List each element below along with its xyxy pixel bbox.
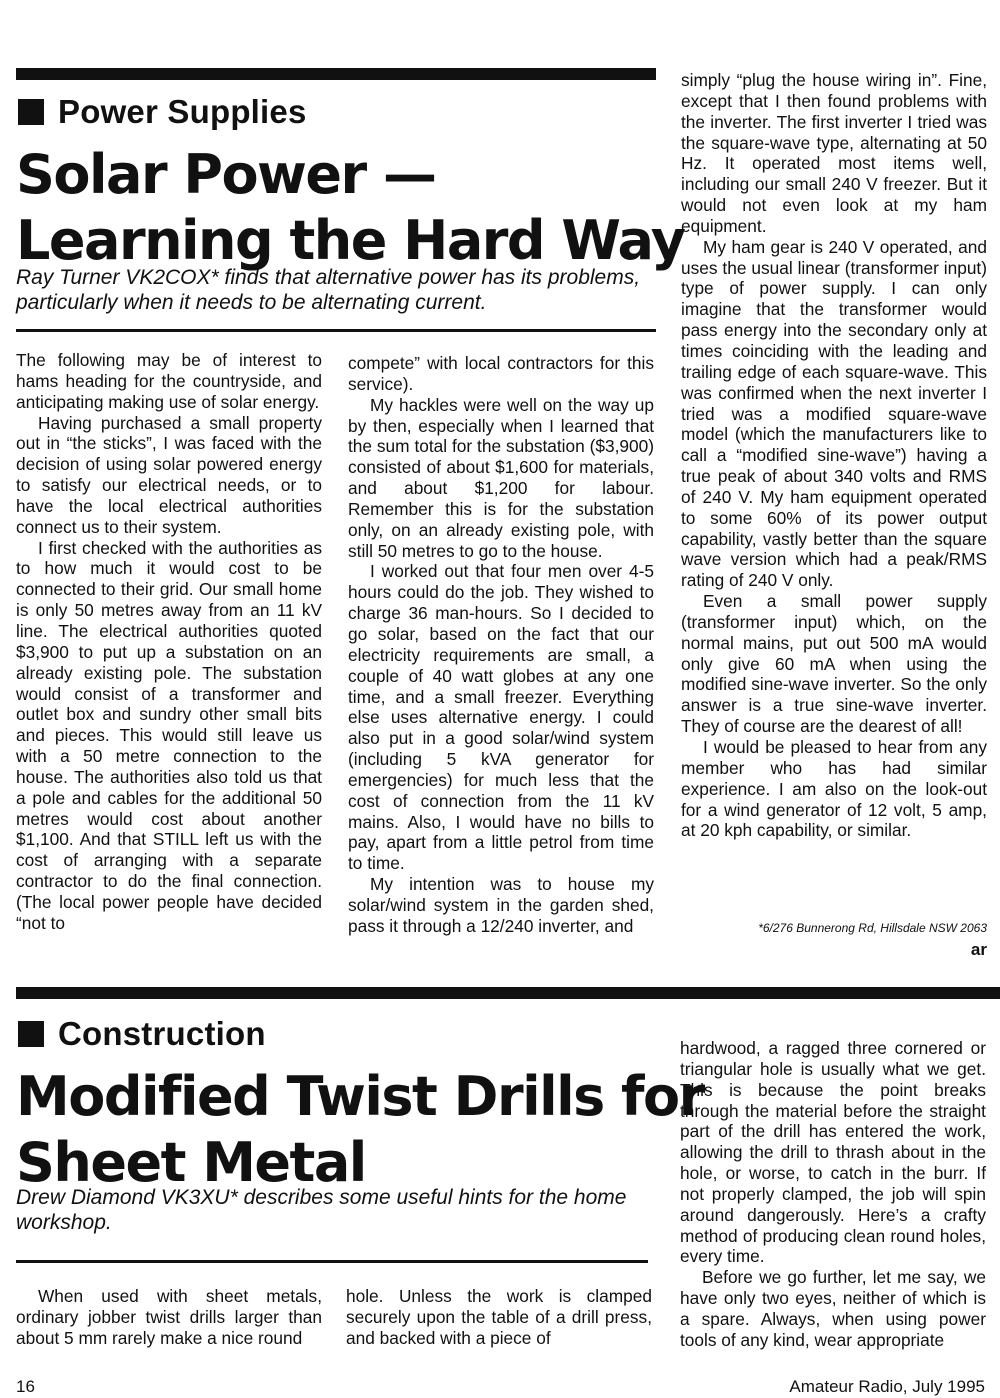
paragraph: Having purchased a small property out in “the sticks”, I was faced with the decision of using solar powered energy to satisfy our electrical needs, or to have the local electrical authorities connect us to their system. [16, 412, 322, 537]
paragraph: When used with sheet metals, ordinary jobber twist drills larger than about 5 mm rarely make a nice round [16, 1286, 322, 1348]
paragraph: compete” with local contractors for this service). [348, 353, 654, 394]
paragraph: I would be pleased to hear from any member who has had similar experience. I am also on the look-out for a wind generator of 12 volt, 5 amp, at 20 kph capability, or similar. [681, 737, 987, 841]
article1-column-1 [16, 350, 322, 934]
middle-rule [16, 987, 1000, 999]
article-title [16, 1064, 704, 1196]
paragraph: Before we go further, let me say, we have only two eyes, neither of which is a spare. Always, when using power tools of any kind, wear appropriate [680, 1267, 986, 1350]
article-title [16, 142, 684, 274]
article2-column-3 [680, 1038, 986, 1351]
paragraph: Even a small power supply (transformer input) which, on the normal mains, put out 500 mA would only give 60 mA when using the modified sine-wave inverter. So the only answer is a true sine-wave inverter. They of course are the dearest of all! [681, 591, 987, 737]
section-heading-construction [18, 1015, 266, 1053]
subtitle-line-2: particularly when it needs to be alternating current. [16, 291, 487, 314]
square-bullet-icon [18, 1021, 44, 1047]
end-mark: ar [970, 940, 987, 959]
paragraph: The following may be of interest to hams heading for the countryside, and anticipating making use of solar energy. [16, 350, 322, 412]
top-rule [16, 68, 656, 80]
article-subtitle [16, 265, 656, 315]
subtitle-line-1: Drew Diamond VK3XU* describes some useful hints for the home [16, 1186, 627, 1209]
subtitle-rule [16, 329, 656, 332]
author-address: *6/276 Bunnerong Rd, Hillsdale NSW 2063 [758, 921, 987, 935]
title-line-1: Modified Twist Drills for [16, 1065, 704, 1128]
article2-column-1 [16, 1286, 322, 1349]
paragraph: My intention was to house my solar/wind system in the garden shed, pass it through a 12/240 inverter, and [348, 874, 654, 936]
publication-line: Amateur Radio, July 1995 [789, 1377, 985, 1396]
title-line-2: Learning the Hard Way [16, 209, 685, 272]
paragraph: simply “plug the house wiring in”. Fine, except that I then found problems with the inverter. The first inverter I tried was the square-wave type, alternating at 50 Hz. It operated most items well, including our small 240 V freezer. But it would not even look at my ham equipment. [681, 70, 987, 236]
article1-column-3 [681, 70, 987, 841]
section-heading-power-supplies [18, 93, 307, 131]
title-line-2: Sheet Metal [16, 1131, 366, 1194]
section-label: Power Supplies [58, 93, 307, 130]
subtitle-line-2: workshop. [16, 1211, 112, 1234]
title-line-1: Solar Power — [16, 143, 436, 206]
paragraph: I first checked with the authorities as to how much it would cost to be connected to their grid. Our small home is only 50 metres away from an 11 kV line. The electrical authorities quoted $3,900 to put up a substation on an already existing pole. The substation would consist of a transformer and outlet box and sundry other small bits and pieces. This would still leave us with a 50 metre connection to the house. The authorities also told us that a pole and cables for the additional 50 metres would cost about another $1,100. And that STILL left us with the cost of arranging with a separate contractor to do the final connection. (The local power people have decided “not to [16, 537, 322, 933]
paragraph: My hackles were well on the way up by then, especially when I learned that the sum total for the substation ($3,900) consisted of about $1,600 for materials, and about $1,200 for labour. Remember this is for the substation only, on an already existing pole, with still 50 metres to go to the house. [348, 394, 654, 561]
article2-column-2 [346, 1286, 652, 1349]
paragraph: My ham gear is 240 V operated, and uses the usual linear (transformer input) type of power supply. I can only imagine that the transformer would pass energy into the secondary only at times coinciding with the leading and trailing edge of each square-wave. This was confirmed when the next inverter I tried was a modified square-wave model (which the manufacturers like to call a “modified sine-wave”) having a true peak of about 340 volts and RMS of 240 V. My ham equipment operated to some 60% of its power output capability, vastly better than the square wave version which had a peak/RMS rating of 240 V only. [681, 236, 987, 591]
paragraph: hole. Unless the work is clamped securely upon the table of a drill press, and backed with a piece of [346, 1286, 652, 1348]
article-subtitle [16, 1185, 656, 1235]
paragraph: I worked out that four men over 4-5 hours could do the job. They wished to charge 36 man-hours. So I decided to go solar, based on the fact that our electricity requirements are small, a couple of 40 watt globes at any one time, and a small freezer. Everything else uses alternative energy. I could also put in a good solar/wind system (including 5 kVA generator for emergencies) for much less that the cost of connection from the 11 kV mains. Also, I would have no bills to pay, apart from a little petrol from time to time. [348, 561, 654, 874]
subtitle-line-1: Ray Turner VK2COX* finds that alternative power has its problems, [16, 266, 641, 289]
paragraph: hardwood, a ragged three cornered or triangular hole is usually what we get. This is because the point breaks through the material before the straight part of the drill has entered the work, allowing the drill to thrash about in the hole, or worse, to catch in the burr. If not properly clamped, the job will spin around dangerously. Here’s a crafty method of producing clean round holes, every time. [680, 1038, 986, 1267]
section-label: Construction [58, 1015, 266, 1052]
article1-column-2 [348, 353, 654, 937]
subtitle-rule [16, 1260, 648, 1263]
page-number: 16 [16, 1377, 35, 1396]
square-bullet-icon [18, 99, 44, 125]
